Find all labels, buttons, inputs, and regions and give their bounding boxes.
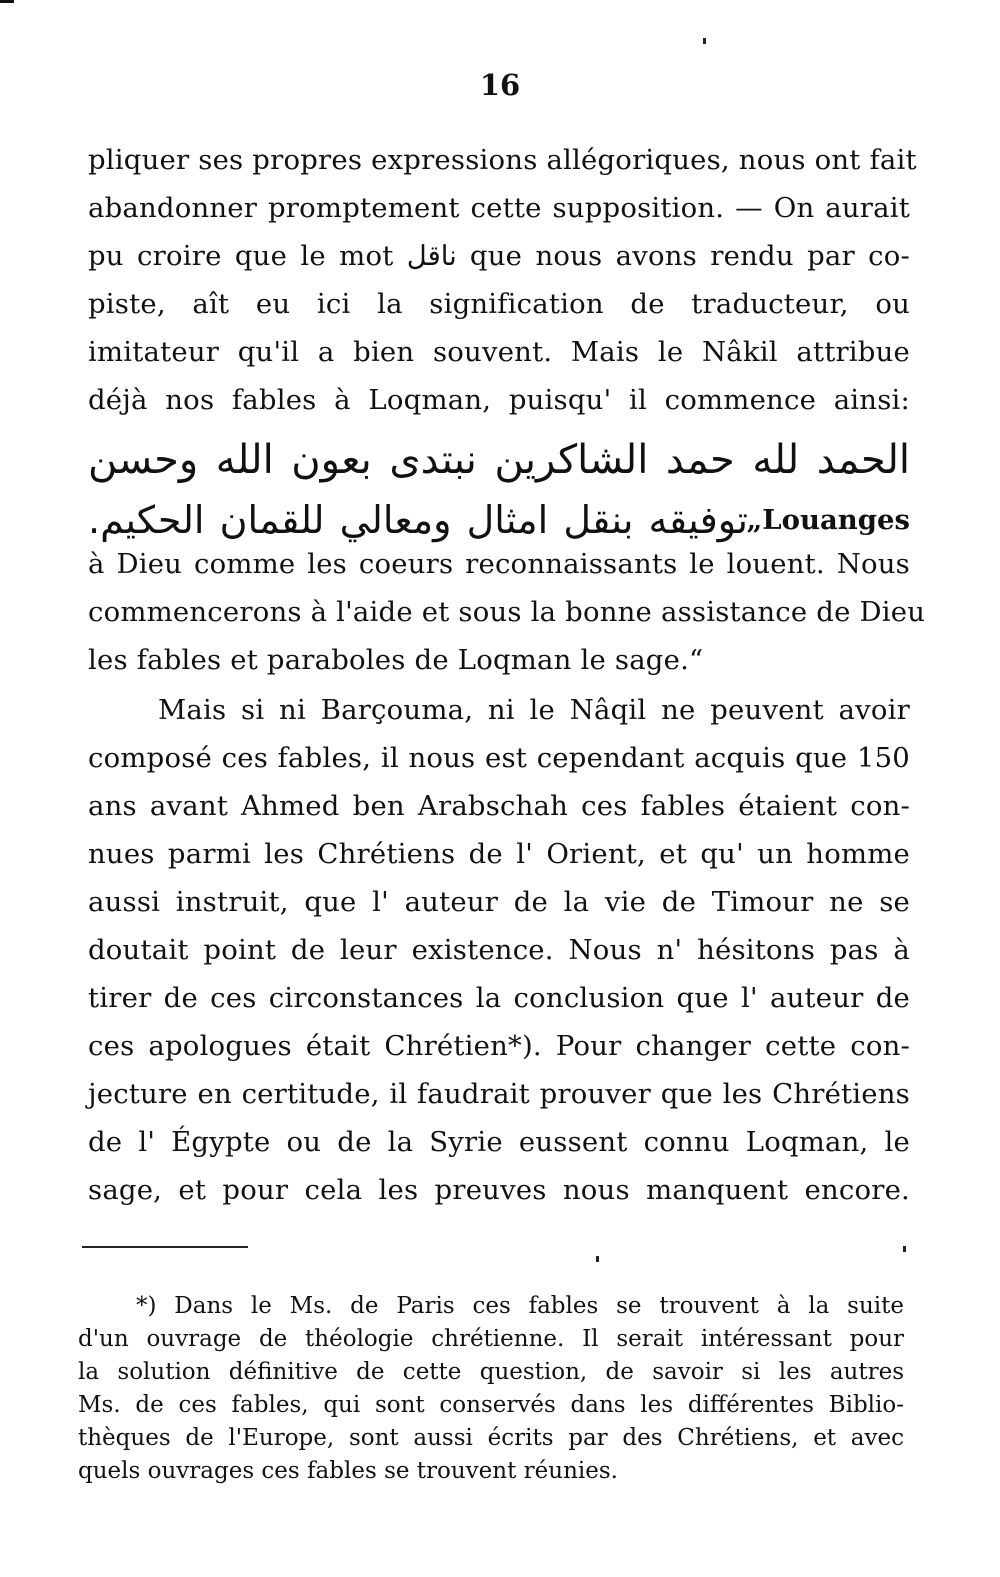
page-number: 16 bbox=[479, 68, 521, 102]
paragraph-line: jecture en certitude, il faudrait prouver que les Chrétiens bbox=[88, 1078, 910, 1110]
quote-translation-start: „Louanges bbox=[746, 504, 910, 536]
body-line: commencerons à l'aide et sous la bonne assistance de Dieu bbox=[88, 596, 926, 628]
arabic-quote-line: الحمد لله حمد الشاكرين نبتدى بعون الله وحسن bbox=[88, 437, 910, 483]
footnote-line: Ms. de ces fables, qui sont conservés dans les différentes Biblio- bbox=[78, 1392, 904, 1418]
paragraph-line: sage, et pour cela les preuves nous manquent encore. bbox=[88, 1174, 910, 1206]
footnote-separator bbox=[82, 1246, 248, 1248]
scan-speck bbox=[596, 1256, 599, 1262]
paragraph-line: composé ces fables, il nous est cependant acquis que 150 bbox=[88, 742, 910, 774]
paragraph-line: tirer de ces circonstances la conclusion que l' auteur de bbox=[88, 982, 910, 1014]
paragraph-line: de l' Égypte ou de la Syrie eussent connu Loqman, le bbox=[88, 1126, 910, 1158]
body-line: pu croire que le mot ناقل que nous avons rendu par co- bbox=[88, 240, 910, 272]
body-line: piste, aît eu ici la signification de traducteur, ou bbox=[88, 288, 910, 320]
footnote-line: *) Dans le Ms. de Paris ces fables se trouvent à la suite bbox=[136, 1293, 904, 1319]
body-line: à Dieu comme les coeurs reconnaissants le louent. Nous bbox=[88, 548, 910, 580]
footnote-line: la solution définitive de cette question, de savoir si les autres bbox=[78, 1359, 904, 1385]
footnote-line: quels ouvrages ces fables se trouvent réunies. bbox=[78, 1458, 618, 1484]
scan-speck bbox=[703, 38, 706, 44]
body-line: imitateur qu'il a bien souvent. Mais le Nâkil attribue bbox=[88, 336, 910, 368]
paragraph-line: Mais si ni Barçouma, ni le Nâqil ne peuvent avoir bbox=[158, 694, 910, 726]
body-line: déjà nos fables à Loqman, puisqu' il commence ainsi: bbox=[88, 384, 910, 416]
paragraph-line: doutait point de leur existence. Nous n' hésitons pas à bbox=[88, 934, 910, 966]
paragraph-line: nues parmi les Chrétiens de l' Orient, et qu' un homme bbox=[88, 838, 910, 870]
corner-mark bbox=[0, 0, 14, 3]
body-line: pliquer ses propres expressions allégoriques, nous ont fait bbox=[88, 144, 917, 176]
scan-speck bbox=[903, 1246, 906, 1252]
footnote-line: d'un ouvrage de théologie chrétienne. Il serait intéressant pour bbox=[78, 1326, 904, 1352]
paragraph-line: ces apologues était Chrétien*). Pour changer cette con- bbox=[88, 1030, 910, 1062]
body-line: abandonner promptement cette supposition. — On aurait bbox=[88, 192, 910, 224]
arabic-quote-line: توفيقه بنقل امثال ومعالي للقمان الحكيم. bbox=[88, 498, 748, 542]
body-line: les fables et paraboles de Loqman le sage.“ bbox=[88, 644, 704, 676]
footnote-line: thèques de l'Europe, sont aussi écrits par des Chrétiens, et avec bbox=[78, 1425, 904, 1451]
paragraph-line: ans avant Ahmed ben Arabschah ces fables étaient con- bbox=[88, 790, 910, 822]
paragraph-line: aussi instruit, que l' auteur de la vie de Timour ne se bbox=[88, 886, 910, 918]
